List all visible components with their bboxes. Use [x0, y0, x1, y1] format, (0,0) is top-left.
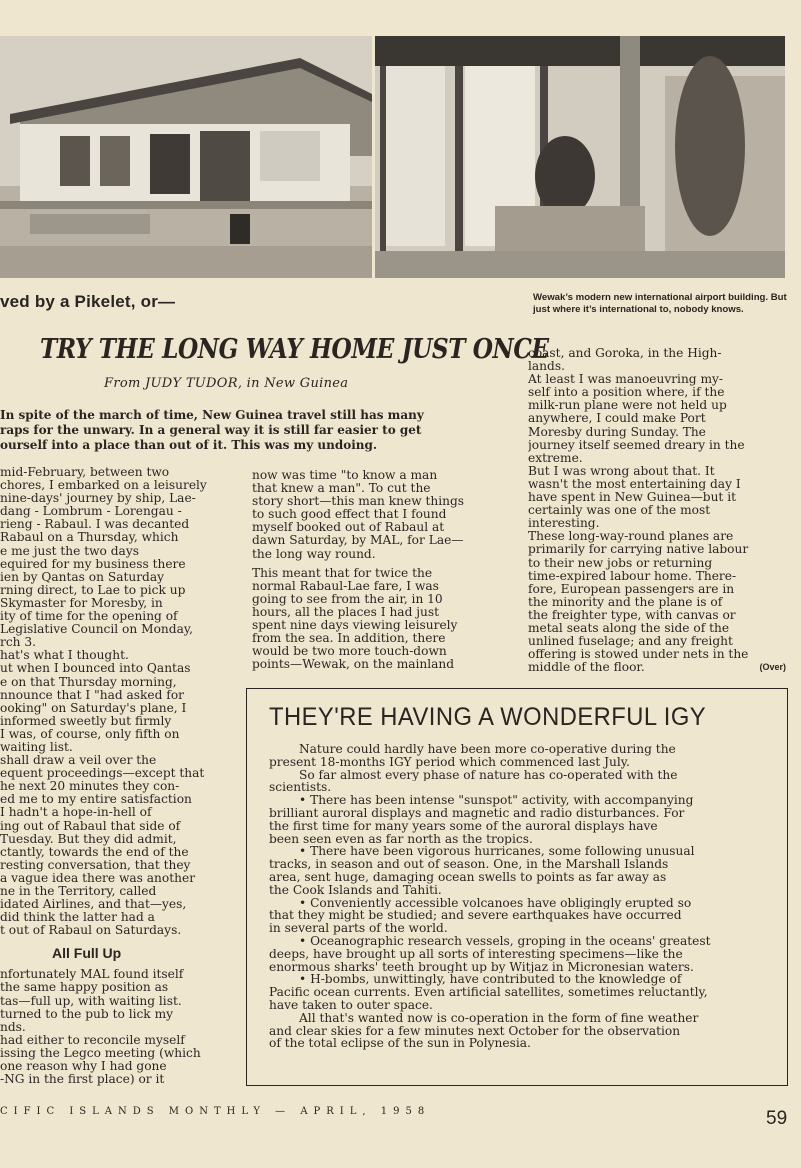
- text-line: anywhere, I could make Port: [528, 412, 706, 426]
- text-line: equent proceedings—except that: [0, 767, 205, 781]
- text-line: These long-way-round planes are: [528, 530, 734, 544]
- text-line: I hadn't a hope-in-hell of: [0, 806, 152, 820]
- column-right: [528, 347, 790, 674]
- text-line: journey itself seemed dreary in the: [528, 438, 745, 452]
- text-line: equired for my business there: [0, 557, 186, 571]
- text-line: metal seats along the side of the: [528, 621, 730, 635]
- box-text-line: have taken to outer space.: [269, 998, 433, 1012]
- continued-over-label: (Over): [759, 662, 786, 673]
- text-line: story short—this man knew things: [252, 495, 465, 509]
- text-line: At least I was manoeuvring my-: [528, 373, 724, 387]
- column-left-part-a: [0, 466, 230, 937]
- text-line: Moresby during Sunday. The: [528, 425, 706, 439]
- box-text-line: of the total eclipse of the sun in Polynesia.: [269, 1037, 531, 1051]
- text-line: points—Wewak, on the mainland: [252, 658, 455, 672]
- column-middle-part-b: [252, 567, 510, 672]
- text-line: I was, of course, only fifth on: [0, 727, 180, 741]
- text-line: hours, all the places I had just: [252, 605, 440, 619]
- text-line: t out of Rabaul on Saturdays.: [0, 924, 182, 938]
- text-line: the freighter type, with canvas or: [528, 608, 736, 622]
- byline: From JUDY TUDOR, in New Guinea: [104, 376, 349, 391]
- text-line: idated Airlines, and that—yes,: [0, 898, 187, 912]
- box-text-line: the Cook Islands and Tahiti.: [269, 883, 442, 897]
- text-line: ooking" on Saturday's plane, I: [0, 701, 187, 715]
- box-text-line: area, sent huge, damaging ocean swells to points as far away as: [269, 870, 667, 884]
- text-line: mid-February, between two: [0, 466, 170, 479]
- igy-box-body: [269, 743, 767, 1050]
- text-line: chores, I embarked on a leisurely: [0, 479, 207, 493]
- text-line: ity of time for the opening of: [0, 610, 178, 624]
- box-text-line: present 18-months IGY period which commenced last July.: [269, 755, 630, 769]
- box-text-line: So far almost every phase of nature has co-operated with the: [299, 768, 678, 782]
- text-line: now was time "to know a man: [252, 469, 438, 482]
- igy-box-title: THEY'RE HAVING A WONDERFUL IGY: [269, 703, 707, 731]
- box-text-line: the first time for many years some of the auroral displays have: [269, 819, 658, 833]
- text-line: This meant that for twice the: [252, 566, 433, 580]
- text-line: certainly was one of the most: [528, 504, 711, 518]
- text-line: e me just the two days: [0, 544, 139, 558]
- box-text-line: • Oceanographic research vessels, groping in the oceans' greatest: [299, 934, 711, 948]
- text-line: milk-run plane were not held up: [528, 399, 727, 413]
- text-line: unlined fuselage; and any freight: [528, 635, 733, 649]
- text-line: rch 3.: [0, 636, 37, 650]
- igy-sidebar-box: [246, 688, 788, 1086]
- column-left-part-b: [0, 968, 230, 1086]
- text-line: the minority and the plane is of: [528, 595, 723, 609]
- box-text-line: that they might be studied; and severe earthquakes have occurred: [269, 909, 682, 923]
- text-line: have spent in New Guinea—but it: [528, 491, 736, 505]
- box-text-line: • There has been intense "sunspot" activity, with accompanying: [299, 794, 694, 807]
- airport-interior-illustration: [375, 36, 785, 278]
- text-line: ctantly, towards the end of the: [0, 845, 189, 859]
- kicker-headline: ved by a Pikelet, or—: [0, 292, 176, 311]
- box-text-line: enormous sharks' teeth brought up by Witjaz in Micronesian waters.: [269, 960, 694, 974]
- text-line: spent nine days viewing leisurely: [252, 619, 458, 633]
- standfirst-line: ourself into a place than out of it. This was my undoing.: [0, 438, 378, 452]
- text-line: extreme.: [528, 451, 583, 465]
- box-text-line: • H-bombs, unwittingly, have contributed to the knowledge of: [299, 973, 682, 987]
- box-text-line: Nature could hardly have been more co-operative during the: [299, 743, 676, 756]
- text-line: coast, and Goroka, in the High-: [528, 347, 722, 360]
- article-headline: TRY THE LONG WAY HOME JUST ONCE: [40, 334, 549, 365]
- text-line: a vague idea there was another: [0, 871, 196, 885]
- text-line: Rabaul on a Thursday, which: [0, 531, 179, 545]
- text-line: But I was wrong about that. It: [528, 464, 715, 478]
- text-line: ing out of Rabaul that side of: [0, 819, 181, 833]
- box-text-line: • There have been vigorous hurricanes, some following unusual: [299, 845, 695, 859]
- text-line: shall draw a veil over the: [0, 754, 157, 768]
- text-line: going to see from the air, in 10: [252, 592, 443, 606]
- text-line: he next 20 minutes they con-: [0, 780, 180, 794]
- text-line: middle of the floor. (Over): [528, 660, 786, 675]
- column-middle: [252, 469, 510, 671]
- page-number: 59: [766, 1108, 788, 1129]
- box-text-line: Pacific ocean currents. Even artificial satellites, sometimes reluctantly,: [269, 986, 708, 999]
- photo-caption: Wewak’s modern new international airport building. But just where it’s international to, nobody knows.: [533, 292, 787, 315]
- text-line: Tuesday. But they did admit,: [0, 832, 177, 846]
- text-line: ut when I bounced into Qantas: [0, 662, 191, 676]
- running-footer: CIFIC ISLANDS MONTHLY — APRIL, 1958: [0, 1106, 431, 1117]
- text-line: issing the Legco meeting (which: [0, 1046, 201, 1060]
- box-text-line: deeps, have brought up all sorts of interesting specimens—like the: [269, 947, 683, 961]
- text-line: that knew a man". To cut the: [252, 482, 431, 496]
- box-text-line: brilliant auroral displays and magnetic and radio disturbances. For: [269, 806, 685, 820]
- text-line: the long way round.: [252, 547, 376, 561]
- text-line: ien by Qantas on Saturday: [0, 570, 164, 584]
- standfirst-line: In spite of the march of time, New Guinea travel still has many: [0, 408, 424, 422]
- text-line: dang - Lombrum - Lorengau -: [0, 505, 182, 519]
- box-text-line: tracks, in season and out of season. One, in the Marshall Islands: [269, 858, 669, 871]
- standfirst: [0, 408, 500, 453]
- box-text-line: All that's wanted now is co-operation in the form of fine weather: [299, 1011, 699, 1025]
- box-text-line: in several parts of the world.: [269, 922, 448, 935]
- text-line: nine-days' journey by ship, Lae-: [0, 492, 196, 506]
- text-line: lands.: [528, 360, 565, 374]
- text-line: ed me to my entire satisfaction: [0, 793, 192, 807]
- standfirst-line: raps for the unwary. In a general way it is still far easier to get: [0, 423, 422, 437]
- box-text-line: been seen even as far north as the tropics.: [269, 832, 533, 846]
- text-line: offering is stowed under nets in the: [528, 648, 749, 662]
- text-line: to such good effect that I found: [252, 508, 447, 522]
- text-line: wasn't the most entertaining day I: [528, 477, 741, 491]
- text-line: nds.: [0, 1020, 26, 1034]
- text-line: rning direct, to Lae to pick up: [0, 583, 186, 597]
- text-line: one reason why I had gone: [0, 1060, 167, 1074]
- column-right-text: [528, 347, 790, 674]
- photo-airport-building: [0, 36, 372, 278]
- airport-building-illustration: [0, 36, 372, 278]
- text-line: nfortunately MAL found itself: [0, 968, 184, 982]
- box-text-line: scientists.: [269, 781, 332, 795]
- text-line: time-expired labour home. There-: [528, 569, 737, 583]
- text-line: dawn Saturday, by MAL, for Lae—: [252, 534, 464, 548]
- text-line: to their new jobs or returning: [528, 556, 713, 570]
- column-left: [0, 466, 230, 1086]
- text-line: -NG in the first place) or it: [0, 1073, 165, 1087]
- text-line: fore, European passengers are in: [528, 582, 735, 596]
- text-line: Legislative Council on Monday,: [0, 623, 193, 637]
- box-text-line: • Conveniently accessible volcanoes have obligingly erupted so: [299, 896, 692, 910]
- text-line: the same happy position as: [0, 981, 169, 995]
- column-middle-part-a: [252, 469, 510, 561]
- text-line: informed sweetly but firmly: [0, 714, 172, 728]
- text-line: would be two more touch-down: [252, 645, 447, 659]
- text-line: had either to reconcile myself: [0, 1033, 185, 1047]
- text-line: resting conversation, that they: [0, 858, 191, 872]
- text-line: primarily for carrying native labour: [528, 543, 749, 557]
- text-line: normal Rabaul-Lae fare, I was: [252, 579, 439, 593]
- text-line: turned to the pub to lick my: [0, 1007, 174, 1021]
- text-line: interesting.: [528, 517, 600, 531]
- text-line: e on that Thursday morning,: [0, 675, 177, 689]
- text-line: did think the latter had a: [0, 911, 155, 925]
- text-line: ne in the Territory, called: [0, 885, 157, 898]
- text-line: hat's what I thought.: [0, 649, 129, 663]
- text-line: tas—full up, with waiting list.: [0, 994, 182, 1008]
- text-line: Skymaster for Moresby, in: [0, 596, 163, 610]
- box-text-line: and clear skies for a few minutes next October for the observation: [269, 1024, 681, 1038]
- text-line: myself booked out of Rabaul at: [252, 521, 445, 535]
- text-line: from the sea. In addition, there: [252, 632, 446, 646]
- photo-airport-interior: [375, 36, 785, 278]
- text-line: nnounce that I "had asked for: [0, 688, 184, 702]
- text-line: self into a position where, if the: [528, 386, 725, 400]
- subheading: All Full Up: [52, 945, 122, 962]
- text-line: rieng - Rabaul. I was decanted: [0, 518, 190, 532]
- text-line: waiting list.: [0, 740, 73, 754]
